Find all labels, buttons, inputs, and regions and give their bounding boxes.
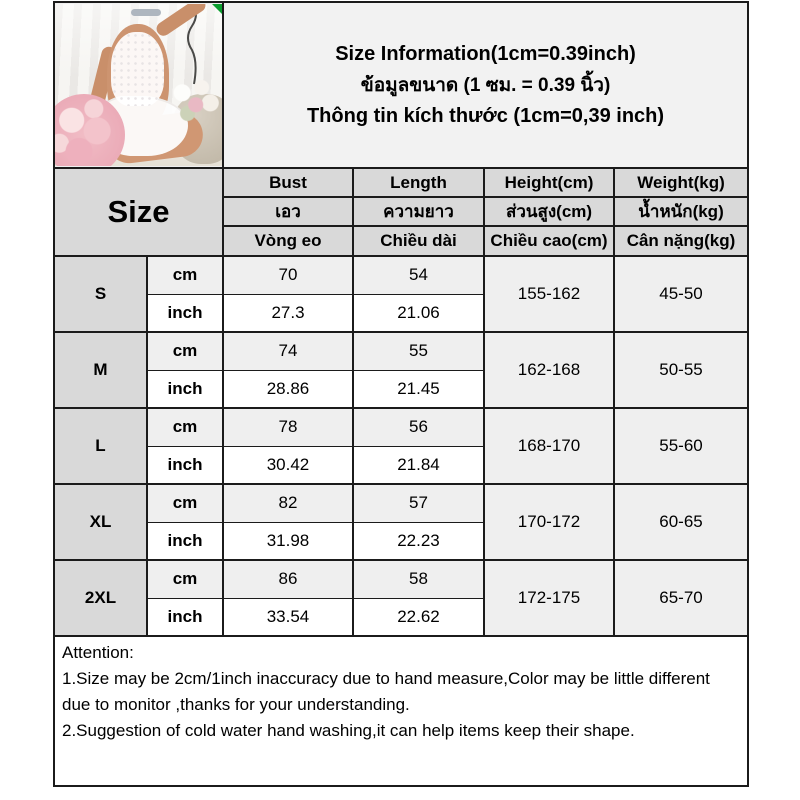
value-2xl-bust-cm: 86 [223,560,353,598]
value-xl-length-cm: 57 [353,484,484,522]
unit-inch-label: inch [147,522,223,560]
value-2xl-weight: 65-70 [614,560,748,636]
value-m-bust-cm: 74 [223,332,353,370]
size-chart-sheet [53,1,749,787]
value-xl-height: 170-172 [484,484,614,560]
photo-choker-necklace [131,9,161,16]
col-header-height-en: Height(cm) [484,168,614,197]
size-label-xl: XL [54,484,147,560]
attention-heading: Attention: [62,643,134,662]
col-header-weight-th: น้ำหนัก(kg) [614,197,748,226]
title-vietnamese: Thông tin kích thước (1cm=0,39 inch) [306,104,665,127]
value-l-weight: 55-60 [614,408,748,484]
value-m-length-cm: 55 [353,332,484,370]
value-xl-bust-inch: 31.98 [223,522,353,560]
size-label-s: S [54,256,147,332]
value-s-bust-inch: 27.3 [223,294,353,332]
value-2xl-height: 172-175 [484,560,614,636]
unit-cm-label: cm [147,408,223,446]
value-xl-weight: 60-65 [614,484,748,560]
value-l-bust-inch: 30.42 [223,446,353,484]
value-l-bust-cm: 78 [223,408,353,446]
title-thai: ข้อมูลขนาด (1 ซม. = 0.39 นิ้ว) [360,74,611,96]
photo-dress-lace-bodice [111,32,164,106]
attention-note-2: 2.Suggestion of cold water hand washing,it can help items keep their shape. [62,721,635,740]
value-l-length-cm: 56 [353,408,484,446]
value-2xl-length-cm: 58 [353,560,484,598]
unit-cm-label: cm [147,484,223,522]
unit-cm-label: cm [147,256,223,294]
unit-inch-label: inch [147,598,223,636]
col-header-weight-en: Weight(kg) [614,168,748,197]
value-m-length-inch: 21.45 [353,370,484,408]
product-photo-art [55,4,222,166]
value-2xl-bust-inch: 33.54 [223,598,353,636]
size-label-l: L [54,408,147,484]
value-m-bust-inch: 28.86 [223,370,353,408]
value-xl-bust-cm: 82 [223,484,353,522]
value-m-weight: 50-55 [614,332,748,408]
size-label-2xl: 2XL [54,560,147,636]
unit-cm-label: cm [147,560,223,598]
size-label-m: M [54,332,147,408]
col-header-bust-vi: Vòng eo [223,226,353,256]
col-header-length-th: ความยาว [353,197,484,226]
value-xl-length-inch: 22.23 [353,522,484,560]
value-s-length-cm: 54 [353,256,484,294]
col-header-bust-en: Bust [223,168,353,197]
value-l-height: 168-170 [484,408,614,484]
value-2xl-length-inch: 22.62 [353,598,484,636]
col-header-height-th: ส่วนสูง(cm) [484,197,614,226]
value-s-length-inch: 21.06 [353,294,484,332]
title-english: Size Information(1cm=0.39inch) [335,42,636,65]
value-s-height: 155-162 [484,256,614,332]
photo-flower-bouquet [166,76,220,124]
col-header-length-vi: Chiều dài [353,226,484,256]
unit-inch-label: inch [147,294,223,332]
attention-note-1: 1.Size may be 2cm/1inch inaccuracy due to hand measure,Color may be little different due to monitor ,thanks for your understanding. [62,669,710,714]
size-information-title [223,2,748,168]
value-m-height: 162-168 [484,332,614,408]
value-s-bust-cm: 70 [223,256,353,294]
size-column-header: Size [54,168,223,256]
unit-cm-label: cm [147,332,223,370]
green-corner-marker-icon [212,4,222,14]
value-l-length-inch: 21.84 [353,446,484,484]
col-header-bust-th: เอว [223,197,353,226]
value-s-weight: 45-50 [614,256,748,332]
product-photo [54,2,223,168]
col-header-length-en: Length [353,168,484,197]
unit-inch-label: inch [147,370,223,408]
col-header-height-vi: Chiều cao(cm) [484,226,614,256]
unit-inch-label: inch [147,446,223,484]
size-chart-table [53,1,749,787]
col-header-weight-vi: Cân nặng(kg) [614,226,748,256]
attention-notes [54,636,748,786]
